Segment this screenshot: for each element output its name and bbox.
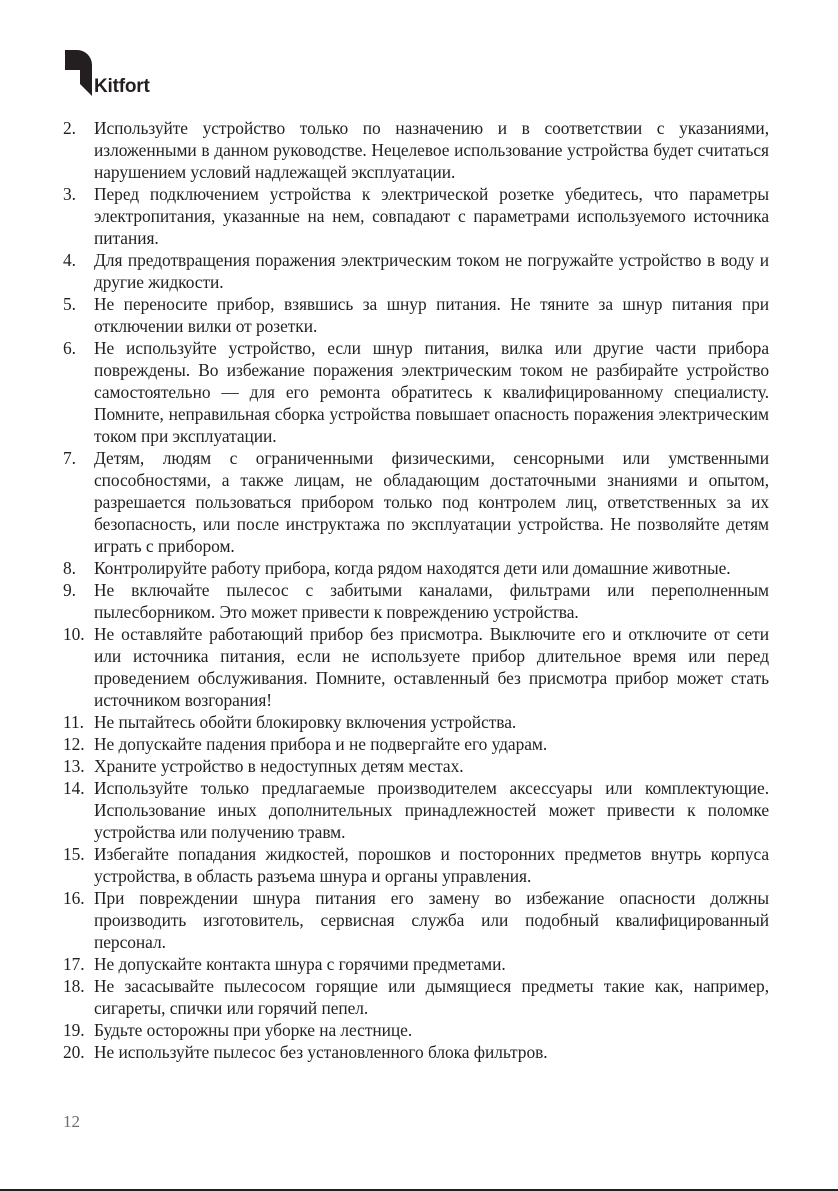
item-text: Не переносите прибор, взявшись за шнур питания. Не тяните за шнур питания при отключении вилки от розетки. bbox=[94, 294, 769, 336]
list-item bbox=[63, 579, 769, 623]
item-text: Не допускайте падения прибора и не подвергайте его ударам. bbox=[94, 734, 548, 754]
list-item bbox=[63, 711, 769, 733]
list-item bbox=[63, 755, 769, 777]
safety-instructions-list bbox=[63, 117, 769, 1063]
item-number: 19. bbox=[63, 1020, 85, 1040]
list-item bbox=[63, 1019, 769, 1041]
list-item bbox=[63, 293, 769, 337]
item-text: Храните устройство в недоступных детям местах. bbox=[94, 756, 464, 776]
item-number: 12. bbox=[63, 734, 85, 754]
item-text: Не используйте пылесос без установленного блока фильтров. bbox=[94, 1042, 548, 1062]
item-number: 15. bbox=[63, 844, 85, 864]
item-text: Используйте только предлагаемые производителем аксессуары или комплектующие. Использование иных дополнительных принадлежностей может привести к поломке устройства или получению травм. bbox=[94, 778, 769, 842]
list-item bbox=[63, 447, 769, 557]
list-item bbox=[63, 337, 769, 447]
item-text: Используйте устройство только по назначению и в соответствии с указаниями, изложенными в данном руководстве. Нецелевое использование устройства будет считаться нарушением условий надлежащей эксплуатации. bbox=[94, 118, 769, 182]
item-text: Не используйте устройство, если шнур питания, вилка или другие части прибора повреждены. Во избежание поражения электрическим током не разбирайте устройство самостоятельно — для его ремонта обратитесь к квалифицированному специалисту. Помните, неправильная сборка устройства повышает опасность поражения электрическим током при эксплуатации. bbox=[94, 338, 769, 446]
list-item bbox=[63, 183, 769, 249]
list-item bbox=[63, 249, 769, 293]
item-number: 20. bbox=[63, 1042, 85, 1062]
item-number: 8. bbox=[63, 558, 76, 578]
item-number: 7. bbox=[63, 448, 76, 468]
item-number: 16. bbox=[63, 888, 85, 908]
list-item bbox=[63, 557, 769, 579]
list-item bbox=[63, 953, 769, 975]
list-item bbox=[63, 733, 769, 755]
item-number: 11. bbox=[63, 712, 84, 732]
item-number: 10. bbox=[63, 624, 85, 644]
item-number: 14. bbox=[63, 778, 85, 798]
item-number: 6. bbox=[63, 338, 76, 358]
item-number: 3. bbox=[63, 184, 76, 204]
item-text: Для предотвращения поражения электрическим током не погружайте устройство в воду и другие жидкости. bbox=[94, 250, 769, 292]
item-text: Не допускайте контакта шнура с горячими предметами. bbox=[94, 954, 506, 974]
item-number: 5. bbox=[63, 294, 76, 314]
item-number: 2. bbox=[63, 118, 76, 138]
item-number: 13. bbox=[63, 756, 85, 776]
item-number: 4. bbox=[63, 250, 76, 270]
item-text: Избегайте попадания жидкостей, порошков и посторонних предметов внутрь корпуса устройства, в область разъема шнура и органы управления. bbox=[94, 844, 769, 886]
list-item bbox=[63, 975, 769, 1019]
item-text: Перед подключением устройства к электрической розетке убедитесь, что параметры электропитания, указанные на нем, совпадают с параметрами используемого источника питания. bbox=[94, 184, 769, 248]
item-number: 18. bbox=[63, 976, 85, 996]
item-number: 9. bbox=[63, 580, 76, 600]
item-text: Не пытайтесь обойти блокировку включения устройства. bbox=[94, 712, 517, 732]
item-text: Не засасывайте пылесосом горящие или дымящиеся предметы такие как, например, сигареты, спички или горячий пепел. bbox=[94, 976, 769, 1018]
list-item bbox=[63, 777, 769, 843]
list-item bbox=[63, 623, 769, 711]
item-text: Будьте осторожны при уборке на лестнице. bbox=[94, 1020, 413, 1040]
list-item bbox=[63, 117, 769, 183]
list-item bbox=[63, 843, 769, 887]
kitfort-logo bbox=[63, 50, 203, 100]
item-text: Контролируйте работу прибора, когда рядом находятся дети или домашние животные. bbox=[94, 558, 731, 578]
list-item bbox=[63, 887, 769, 953]
page-number: 12 bbox=[63, 1112, 80, 1131]
item-text: Не оставляйте работающий прибор без присмотра. Выключите его и отключите от сети или источника питания, если не используете прибор длительное время или перед проведением обслуживания. Помните, оставленный без присмотра прибор может стать источником возгорания! bbox=[94, 624, 769, 710]
item-text: При повреждении шнура питания его замену во избежание опасности должны производить изготовитель, сервисная служба или подобный квалифицированный персонал. bbox=[94, 888, 769, 952]
item-text: Детям, людям с ограниченными физическими, сенсорными или умственными способностями, а также лицам, не обладающим достаточными знаниями и опытом, разрешается пользоваться прибором только под контролем лиц, ответственных за их безопасность, или после инструктажа по эксплуатации устройства. Не позволяйте детям играть с прибором. bbox=[94, 448, 769, 556]
list-item bbox=[63, 1041, 769, 1063]
brand-name: Kitfort bbox=[94, 76, 150, 97]
item-number: 17. bbox=[63, 954, 85, 974]
item-text: Не включайте пылесос с забитыми каналами, фильтрами или переполненным пылесборником. Это может привести к повреждению устройства. bbox=[94, 580, 769, 622]
kitfort-logo-mark-icon bbox=[63, 50, 93, 96]
